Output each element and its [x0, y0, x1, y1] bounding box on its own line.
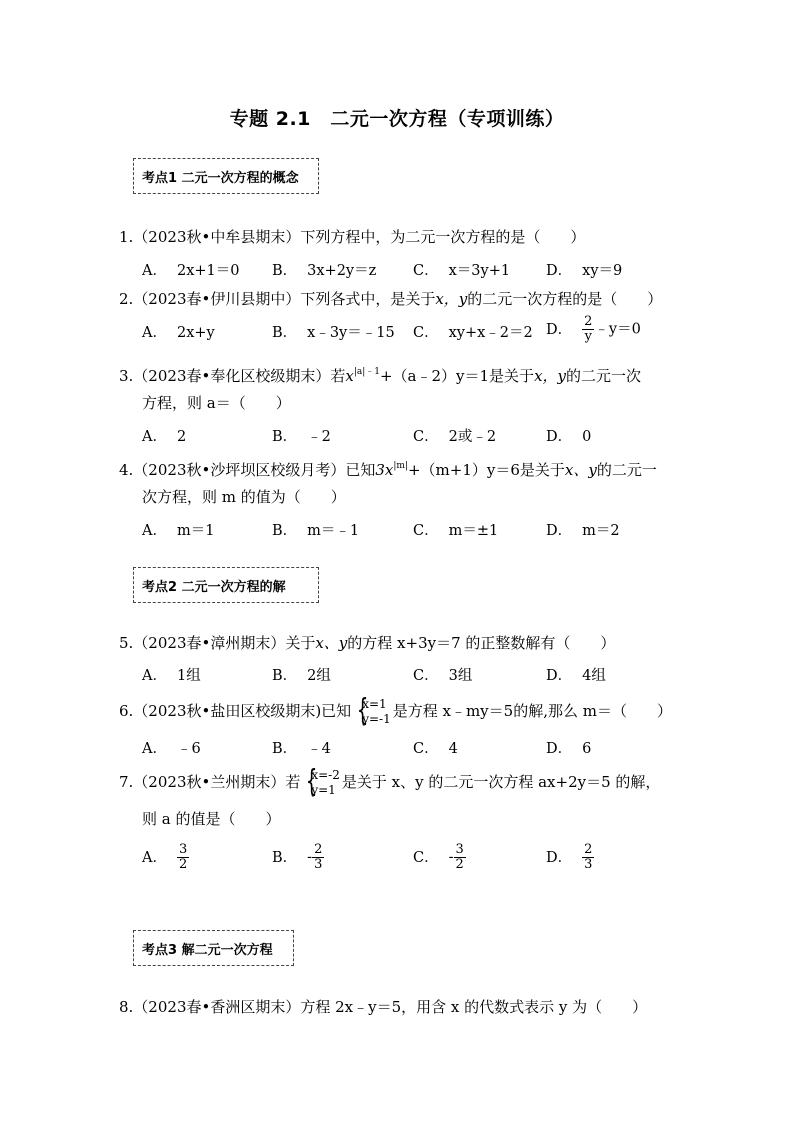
option-text: 4 [448, 741, 458, 757]
option-text: x﹣3y＝﹣15 [307, 325, 395, 341]
question-4-continued: 次方程，则 m 的值为（ ） [142, 488, 346, 506]
equation-system: { x=-2 y=1 [306, 764, 340, 799]
option-text: ﹣6 [176, 741, 201, 757]
option-a: A． ﹣6 [142, 741, 201, 757]
exponent: |a|﹣1 [353, 367, 380, 377]
fraction [582, 843, 594, 872]
system-row: x=-2 [311, 768, 340, 782]
var-xy: x、y [564, 461, 597, 479]
option-text: ﹣2 [307, 429, 331, 445]
minus-sign: - [307, 849, 313, 866]
option-text: 1组 [176, 668, 201, 684]
options-q7 [142, 842, 702, 872]
option-a: A． $\frac{3}{2}$ [142, 842, 188, 872]
option-c: C． 4 [413, 741, 458, 757]
fraction [582, 315, 594, 344]
question-stem: 7.（2023秋•兰州期末）若 [119, 773, 301, 791]
option-text: 6 [582, 741, 592, 757]
option-text: ﹣y＝0 [594, 321, 641, 338]
option-text: 2或﹣2 [448, 429, 497, 445]
question-stem-mid: +（a﹣2）y＝1是关于 [379, 367, 535, 385]
fraction [312, 843, 324, 872]
numerator: 3 [178, 842, 188, 857]
denominator: 3 [584, 857, 593, 872]
power-base: 3x [375, 461, 394, 479]
question-7-continued: 则 a 的值是（ ） [142, 810, 281, 828]
section-label: 考点3 解二元一次方程 [142, 942, 273, 958]
option-c: C． xy+x﹣2＝2 [413, 325, 533, 341]
option-b: B． ﹣2 [272, 429, 331, 445]
equation-system: { x=1 y=-1 [357, 693, 391, 728]
system-row: y=1 [311, 783, 336, 797]
option-d: D． $\frac{2}{y}$ ﹣y＝0 [546, 314, 641, 344]
option-b: B． 2组 [272, 668, 331, 684]
option-text: 3组 [448, 668, 473, 684]
question-6 [119, 693, 672, 728]
option-b: B． x﹣3y＝﹣15 [272, 325, 395, 341]
section-box-1 [133, 158, 319, 194]
question-stem: 4.（2023秋•沙坪坝区校级月考）已知 [119, 461, 376, 479]
option-a: A． 2x+1＝0 [142, 263, 240, 279]
question-stem-end: 的二元一次 [566, 367, 642, 385]
page-title: 专题 2.1 二元一次方程（专项训练） [229, 108, 565, 130]
option-c: C． 2或﹣2 [413, 429, 497, 445]
option-text: m＝2 [582, 523, 620, 539]
question-5 [119, 633, 615, 653]
numerator: 3 [455, 842, 464, 857]
section-label: 考点1 二元一次方程的概念 [142, 170, 299, 186]
option-text: x＝3y+1 [448, 263, 511, 279]
options-q5 [142, 664, 702, 686]
option-text: 4组 [582, 668, 606, 684]
option-c: C． x＝3y+1 [413, 263, 511, 279]
question-stem-mid: +（m+1）y＝6是关于 [407, 461, 565, 479]
denominator: 2 [178, 857, 188, 872]
system-row: x=1 [362, 697, 387, 711]
question-1 [119, 227, 585, 247]
option-text: m＝﹣1 [307, 523, 360, 539]
question-stem: 8.（2023春•香洲区期末）方程 2x﹣y＝5，用含 x 的代数式表示 y 为（ ） [119, 998, 648, 1016]
numerator: 2 [314, 842, 323, 857]
option-a: A． 2 [142, 429, 187, 445]
question-2 [119, 289, 662, 309]
option-c: C． 3组 [413, 668, 473, 684]
question-3-continued: 方程，则 a＝（ ） [142, 394, 291, 412]
question-stem-end: 的二元一 [596, 461, 657, 479]
denominator: 2 [455, 857, 464, 872]
option-a: A． 1组 [142, 668, 201, 684]
numerator: 2 [584, 314, 593, 329]
minus-sign: - [448, 849, 454, 866]
question-7 [119, 764, 661, 799]
options-q6 [142, 737, 702, 759]
denominator: y [584, 329, 592, 344]
section-label: 考点2 二元一次方程的解 [142, 579, 286, 595]
question-stem: 2.（2023春•伊川县期中）下列各式中，是关于 [119, 290, 436, 308]
option-text: 0 [582, 429, 592, 445]
var-xy: x、y [315, 634, 348, 652]
option-text: ﹣4 [307, 741, 331, 757]
option-text: m＝1 [176, 523, 215, 539]
options-q1 [142, 259, 702, 281]
option-a: A． m＝1 [142, 523, 215, 539]
option-text: 2组 [307, 668, 331, 684]
numerator: 2 [584, 842, 593, 857]
exponent: |m| [393, 461, 408, 471]
question-stem: 1.（2023秋•中牟县期末）下列方程中，为二元一次方程的是（ ） [119, 228, 586, 246]
option-b: B． - $\frac{2}{3}$ [272, 842, 323, 872]
question-stem-mid: 的方程 x+3y＝7 的正整数解有（ ） [347, 634, 616, 652]
option-text: xy＝9 [582, 263, 623, 279]
fraction [177, 843, 189, 872]
option-d: D． 6 [546, 741, 592, 757]
option-text: 2x+y [176, 325, 215, 341]
section-box-3 [133, 930, 294, 966]
question-stem-end: 是方程 x﹣my＝5的解,那么 m＝（ ） [392, 702, 672, 720]
question-3 [119, 362, 641, 386]
question-4 [119, 456, 657, 480]
question-stem-end: 的二元一次方程的是（ ） [467, 290, 663, 308]
option-d: D． 4组 [546, 668, 606, 684]
power-base: x [345, 367, 354, 385]
options-q2 [142, 314, 702, 344]
question-8 [119, 997, 647, 1017]
question-stem: 3.（2023春•奉化区校级期末）若 [119, 367, 346, 385]
option-d: D． xy＝9 [546, 263, 623, 279]
options-q3 [142, 425, 702, 447]
option-text: 3x+2y＝z [307, 263, 377, 279]
question-stem-end: 是关于 x、y 的二元一次方程 ax+2y＝5 的解， [341, 773, 661, 791]
option-text: 2x+1＝0 [176, 263, 240, 279]
var-xy: x，y [534, 367, 566, 385]
option-text: m＝±1 [448, 523, 499, 539]
option-b: B． 3x+2y＝z [272, 263, 377, 279]
option-d: D． 0 [546, 429, 592, 445]
section-box-2 [133, 567, 319, 603]
option-c: C． - $\frac{3}{2}$ [413, 842, 464, 872]
option-b: B． ﹣4 [272, 741, 331, 757]
option-d: D． m＝2 [546, 523, 620, 539]
option-b: B． m＝﹣1 [272, 523, 360, 539]
options-q4 [142, 519, 702, 541]
option-c: C． m＝±1 [413, 523, 499, 539]
var-xy: x，y [435, 290, 468, 308]
question-stem: 5.（2023春•漳州期末）关于 [119, 634, 316, 652]
option-a: A． 2x+y [142, 325, 215, 341]
fraction [454, 843, 466, 872]
option-d: D． $\frac{2}{3}$ [546, 842, 593, 872]
option-text: 2 [176, 429, 187, 445]
system-row: y=-1 [362, 712, 391, 726]
question-stem: 6.（2023秋•盐田区校级期末)已知 [119, 702, 352, 720]
option-text: xy+x﹣2＝2 [448, 325, 533, 341]
denominator: 3 [314, 857, 323, 872]
